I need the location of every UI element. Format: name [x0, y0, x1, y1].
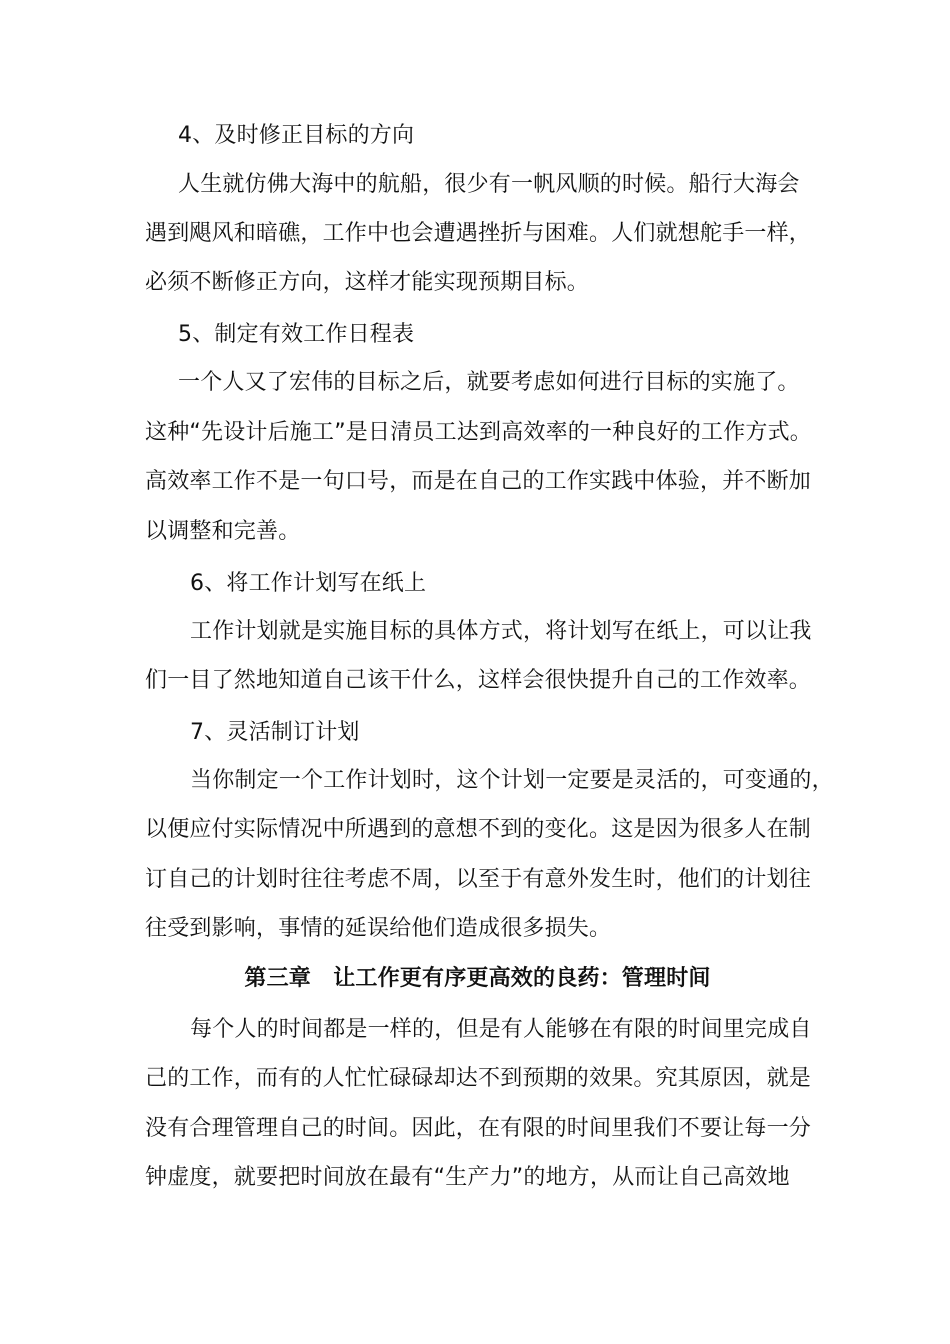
- section-heading-4: 4、及时修正目标的方向: [178, 123, 415, 148]
- paragraph-line: 们一目了然地知道自己该干什么，这样会很快提升自己的工作效率。: [145, 668, 812, 693]
- paragraph-line: 订自己的计划时往往考虑不周，以至于有意外发生时，他们的计划往: [145, 867, 812, 892]
- paragraph-line: 当你制定一个工作计划时，这个计划一定要是灵活的，可变通的，: [190, 768, 834, 793]
- paragraph-line: 这种“先设计后施工”是日清员工达到高效率的一种良好的工作方式。: [145, 420, 812, 445]
- paragraph-line: 以便应付实际情况中所遇到的意想不到的变化。这是因为很多人在制: [145, 817, 812, 842]
- paragraph-line: 遇到飓风和暗礁，工作中也会遭遇挫折与困难。人们就想舵手一样，: [145, 221, 812, 246]
- paragraph-line: 钟虚度，就要把时间放在最有“生产力”的地方，从而让自己高效地: [145, 1165, 790, 1190]
- chapter-title: 第三章 让工作更有序更高效的良药：管理时间: [244, 966, 711, 991]
- paragraph-line: 人生就仿佛大海中的航船，很少有一帆风顺的时候。船行大海会: [178, 172, 800, 197]
- paragraph-line: 高效率工作不是一句口号，而是在自己的工作实践中体验，并不断加: [145, 469, 812, 494]
- paragraph-line: 一个人又了宏伟的目标之后，就要考虑如何进行目标的实施了。: [178, 370, 800, 395]
- paragraph-line: 每个人的时间都是一样的，但是有人能够在有限的时间里完成自: [190, 1017, 812, 1042]
- paragraph-line: 必须不断修正方向，这样才能实现预期目标。: [145, 270, 590, 295]
- paragraph-line: 以调整和完善。: [145, 519, 301, 544]
- section-heading-6: 6、将工作计划写在纸上: [190, 571, 427, 596]
- section-heading-5: 5、制定有效工作日程表: [178, 322, 415, 347]
- paragraph-line: 己的工作，而有的人忙忙碌碌却达不到预期的效果。究其原因，就是: [145, 1066, 812, 1091]
- paragraph-line: 往受到影响，事情的延误给他们造成很多损失。: [145, 916, 612, 941]
- paragraph-line: 工作计划就是实施目标的具体方式，将计划写在纸上，可以让我: [190, 619, 812, 644]
- paragraph-line: 没有合理管理自己的时间。因此，在有限的时间里我们不要让每一分: [145, 1116, 812, 1141]
- section-heading-7: 7、灵活制订计划: [190, 720, 360, 745]
